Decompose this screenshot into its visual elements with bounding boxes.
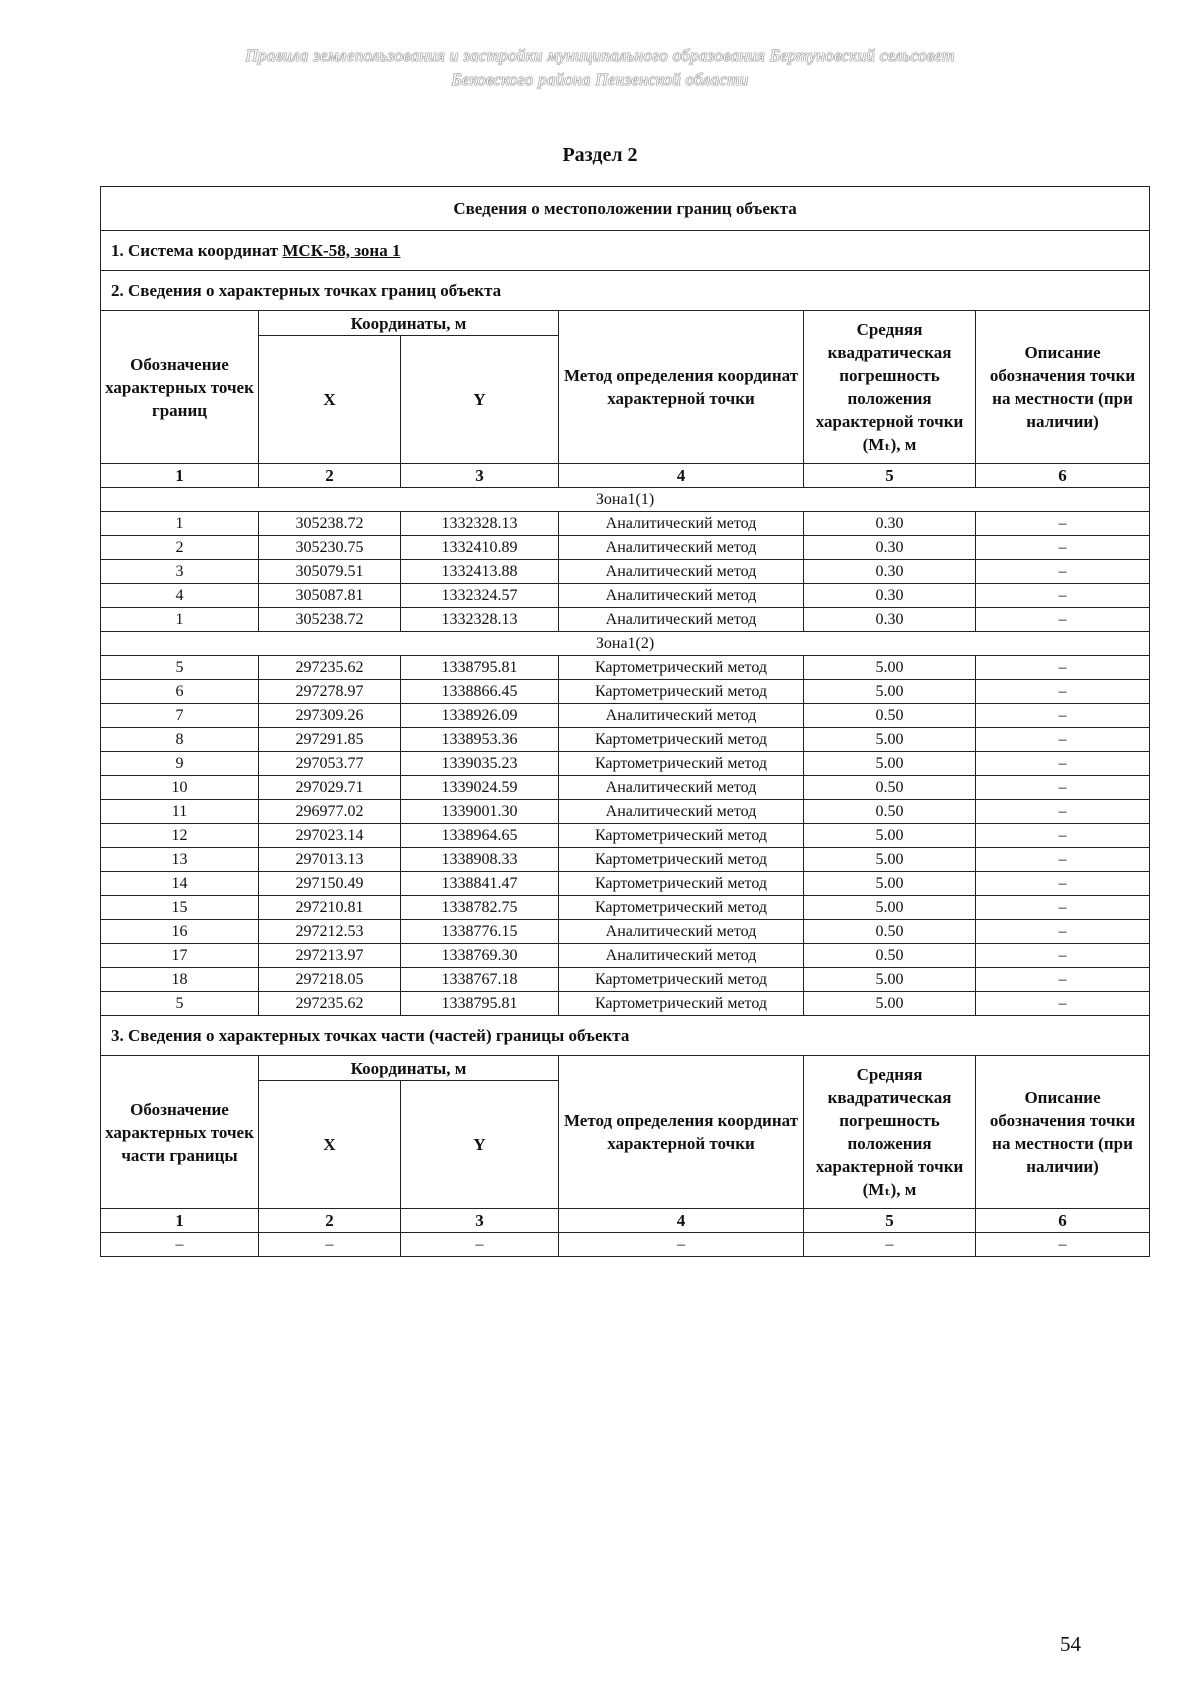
x-cell: 297013.13 (259, 848, 401, 872)
error-cell: 5.00 (804, 752, 976, 776)
coord-system-label: 1. Система координат (111, 240, 279, 260)
col-header-y: Y (401, 336, 559, 464)
y-cell: 1338908.33 (401, 848, 559, 872)
table-row (101, 656, 1150, 680)
table-row (101, 920, 1150, 944)
description-cell: – (976, 680, 1150, 704)
table-row (101, 968, 1150, 992)
method-cell: Картометрический метод (559, 968, 804, 992)
y-cell: 1338964.65 (401, 824, 559, 848)
method-cell: Картометрический метод (559, 896, 804, 920)
method-cell: Аналитический метод (559, 920, 804, 944)
x-cell: 305238.72 (259, 608, 401, 632)
table-row (101, 536, 1150, 560)
point-id-cell: 10 (101, 776, 259, 800)
error-cell: 5.00 (804, 896, 976, 920)
method-cell: Картометрический метод (559, 680, 804, 704)
y-cell: 1332328.13 (401, 608, 559, 632)
method-cell: Аналитический метод (559, 560, 804, 584)
point-id-cell: 2 (101, 536, 259, 560)
y-cell: 1338953.36 (401, 728, 559, 752)
error-cell: 0.30 (804, 560, 976, 584)
x-cell: 297291.85 (259, 728, 401, 752)
error-cell: 0.50 (804, 800, 976, 824)
table-row (101, 824, 1150, 848)
method-cell: Аналитический метод (559, 800, 804, 824)
x-cell: 297023.14 (259, 824, 401, 848)
method-cell: Аналитический метод (559, 704, 804, 728)
method-cell: Аналитический метод (559, 944, 804, 968)
y-cell: 1338769.30 (401, 944, 559, 968)
table-row (101, 872, 1150, 896)
error-cell: 0.30 (804, 536, 976, 560)
col-number: 3 (401, 1209, 559, 1233)
description-cell: – (976, 584, 1150, 608)
col-number: 4 (559, 464, 804, 488)
y-cell: 1338776.15 (401, 920, 559, 944)
col-number: 2 (259, 1209, 401, 1233)
table-row (101, 512, 1150, 536)
table-row (101, 704, 1150, 728)
x-cell: 305087.81 (259, 584, 401, 608)
point-id-cell: 7 (101, 704, 259, 728)
y-cell: 1338782.75 (401, 896, 559, 920)
col-number: 5 (804, 1209, 976, 1233)
description-cell: – (976, 872, 1150, 896)
page-number: 54 (1060, 1632, 1081, 1656)
error-cell: 5.00 (804, 656, 976, 680)
error-cell: 5.00 (804, 968, 976, 992)
error-cell: 0.50 (804, 704, 976, 728)
col-number: 4 (559, 1209, 804, 1233)
x-cell: 297053.77 (259, 752, 401, 776)
error-cell: 0.30 (804, 512, 976, 536)
y-cell: 1338841.47 (401, 872, 559, 896)
y-cell: 1338926.09 (401, 704, 559, 728)
method-cell: – (559, 1233, 804, 1257)
col-header-coords: Координаты, м (259, 311, 559, 336)
point-id-cell: 6 (101, 680, 259, 704)
x-cell: 297235.62 (259, 656, 401, 680)
description-cell: – (976, 656, 1150, 680)
description-cell: – (976, 944, 1150, 968)
col-number: 3 (401, 464, 559, 488)
error-cell: 0.50 (804, 920, 976, 944)
error-cell: 0.30 (804, 608, 976, 632)
method-cell: Картометрический метод (559, 752, 804, 776)
x-cell: – (259, 1233, 401, 1257)
col-header-description: Описание обозначения точки на местности (при наличии) (976, 311, 1150, 464)
description-cell: – (976, 896, 1150, 920)
method-cell: Аналитический метод (559, 608, 804, 632)
parts-col-header-error: Средняя квадратическая погрешность положения характерной точки (Mₜ), м (804, 1056, 976, 1209)
error-cell: 5.00 (804, 680, 976, 704)
point-id-cell: 17 (101, 944, 259, 968)
error-cell: 5.00 (804, 992, 976, 1016)
parts-heading-row (101, 1016, 1150, 1056)
y-cell: 1332328.13 (401, 512, 559, 536)
x-cell: 297309.26 (259, 704, 401, 728)
table-title: Сведения о местоположении границ объекта (101, 187, 1150, 231)
x-cell: 297213.97 (259, 944, 401, 968)
table-row (101, 560, 1150, 584)
coord-system-value: МСК-58, зона 1 (282, 240, 401, 260)
method-cell: Картометрический метод (559, 848, 804, 872)
error-cell: 0.50 (804, 776, 976, 800)
col-header-designation: Обозначение характерных точек границ (101, 311, 259, 464)
col-header-method: Метод определения координат характерной точки (559, 311, 804, 464)
table-row (101, 608, 1150, 632)
description-cell: – (976, 1233, 1150, 1257)
method-cell: Картометрический метод (559, 992, 804, 1016)
y-cell: 1338866.45 (401, 680, 559, 704)
y-cell: 1332413.88 (401, 560, 559, 584)
table-row (101, 992, 1150, 1016)
point-id-cell: 5 (101, 656, 259, 680)
method-cell: Картометрический метод (559, 824, 804, 848)
zone-row (101, 488, 1150, 512)
y-cell: 1338767.18 (401, 968, 559, 992)
method-cell: Аналитический метод (559, 512, 804, 536)
error-cell: 0.30 (804, 584, 976, 608)
point-id-cell: 14 (101, 872, 259, 896)
x-cell: 297210.81 (259, 896, 401, 920)
point-id-cell: 8 (101, 728, 259, 752)
description-cell: – (976, 560, 1150, 584)
point-id-cell: 15 (101, 896, 259, 920)
point-id-cell: 18 (101, 968, 259, 992)
running-header (0, 44, 1200, 92)
zone-row (101, 632, 1150, 656)
x-cell: 296977.02 (259, 800, 401, 824)
x-cell: 297150.49 (259, 872, 401, 896)
parts-header-row (101, 1056, 1150, 1081)
point-id-cell: 1 (101, 512, 259, 536)
table-row (101, 752, 1150, 776)
y-cell: 1338795.81 (401, 992, 559, 1016)
table-row (101, 896, 1150, 920)
point-id-cell: 5 (101, 992, 259, 1016)
method-cell: Аналитический метод (559, 536, 804, 560)
col-number: 6 (976, 1209, 1150, 1233)
parts-col-header-designation: Обозначение характерных точек части границы (101, 1056, 259, 1209)
col-number: 5 (804, 464, 976, 488)
point-id-cell: – (101, 1233, 259, 1257)
description-cell: – (976, 728, 1150, 752)
error-cell: 0.50 (804, 944, 976, 968)
x-cell: 297212.53 (259, 920, 401, 944)
coord-system-row (101, 231, 1150, 271)
error-cell: 5.00 (804, 872, 976, 896)
description-cell: – (976, 800, 1150, 824)
table-row (101, 800, 1150, 824)
error-cell: – (804, 1233, 976, 1257)
col-number: 1 (101, 464, 259, 488)
description-cell: – (976, 824, 1150, 848)
table-row (101, 848, 1150, 872)
x-cell: 305238.72 (259, 512, 401, 536)
x-cell: 297278.97 (259, 680, 401, 704)
parts-col-header-coords: Координаты, м (259, 1056, 559, 1081)
section-title: Раздел 2 (562, 144, 638, 166)
y-cell: 1332410.89 (401, 536, 559, 560)
point-id-cell: 16 (101, 920, 259, 944)
y-cell: 1339001.30 (401, 800, 559, 824)
method-cell: Картометрический метод (559, 728, 804, 752)
description-cell: – (976, 536, 1150, 560)
parts-heading: 3. Сведения о характерных точках части (частей) границы объекта (101, 1016, 1150, 1056)
column-numbers-row (101, 464, 1150, 488)
error-cell: 5.00 (804, 824, 976, 848)
x-cell: 297235.62 (259, 992, 401, 1016)
method-cell: Картометрический метод (559, 656, 804, 680)
description-cell: – (976, 704, 1150, 728)
method-cell: Аналитический метод (559, 584, 804, 608)
parts-col-header-description: Описание обозначения точки на местности (при наличии) (976, 1056, 1150, 1209)
col-number: 1 (101, 1209, 259, 1233)
y-cell: 1339024.59 (401, 776, 559, 800)
y-cell: 1339035.23 (401, 752, 559, 776)
description-cell: – (976, 752, 1150, 776)
error-cell: 5.00 (804, 848, 976, 872)
points-heading: 2. Сведения о характерных точках границ объекта (101, 271, 1150, 311)
table-row (101, 1233, 1150, 1257)
x-cell: 305230.75 (259, 536, 401, 560)
boundary-table (100, 186, 1150, 1257)
description-cell: – (976, 920, 1150, 944)
x-cell: 297218.05 (259, 968, 401, 992)
point-id-cell: 4 (101, 584, 259, 608)
header-line-2: Бековского района Пензенской области (451, 70, 749, 89)
parts-col-header-x: X (259, 1081, 401, 1209)
point-id-cell: 1 (101, 608, 259, 632)
point-id-cell: 3 (101, 560, 259, 584)
zone-label: Зона1(1) (101, 488, 1150, 512)
x-cell: 297029.71 (259, 776, 401, 800)
zone-label: Зона1(2) (101, 632, 1150, 656)
description-cell: – (976, 776, 1150, 800)
method-cell: Аналитический метод (559, 776, 804, 800)
table-row (101, 584, 1150, 608)
col-number: 6 (976, 464, 1150, 488)
point-id-cell: 9 (101, 752, 259, 776)
description-cell: – (976, 992, 1150, 1016)
col-header-x: X (259, 336, 401, 464)
point-id-cell: 11 (101, 800, 259, 824)
x-cell: 305079.51 (259, 560, 401, 584)
description-cell: – (976, 608, 1150, 632)
col-number: 2 (259, 464, 401, 488)
y-cell: 1338795.81 (401, 656, 559, 680)
parts-col-header-method: Метод определения координат характерной точки (559, 1056, 804, 1209)
parts-col-header-y: Y (401, 1081, 559, 1209)
method-cell: Картометрический метод (559, 872, 804, 896)
y-cell: 1332324.57 (401, 584, 559, 608)
point-id-cell: 13 (101, 848, 259, 872)
description-cell: – (976, 848, 1150, 872)
table-row (101, 776, 1150, 800)
description-cell: – (976, 512, 1150, 536)
description-cell: – (976, 968, 1150, 992)
header-line-1: Правила землепользования и застройки муниципального образования Бертуновский сельсовет (245, 46, 955, 65)
table-row (101, 680, 1150, 704)
error-cell: 5.00 (804, 728, 976, 752)
y-cell: – (401, 1233, 559, 1257)
parts-column-numbers-row (101, 1209, 1150, 1233)
col-header-error: Средняя квадратическая погрешность положения характерной точки (Mₜ), м (804, 311, 976, 464)
point-id-cell: 12 (101, 824, 259, 848)
table-row (101, 944, 1150, 968)
table-row (101, 728, 1150, 752)
